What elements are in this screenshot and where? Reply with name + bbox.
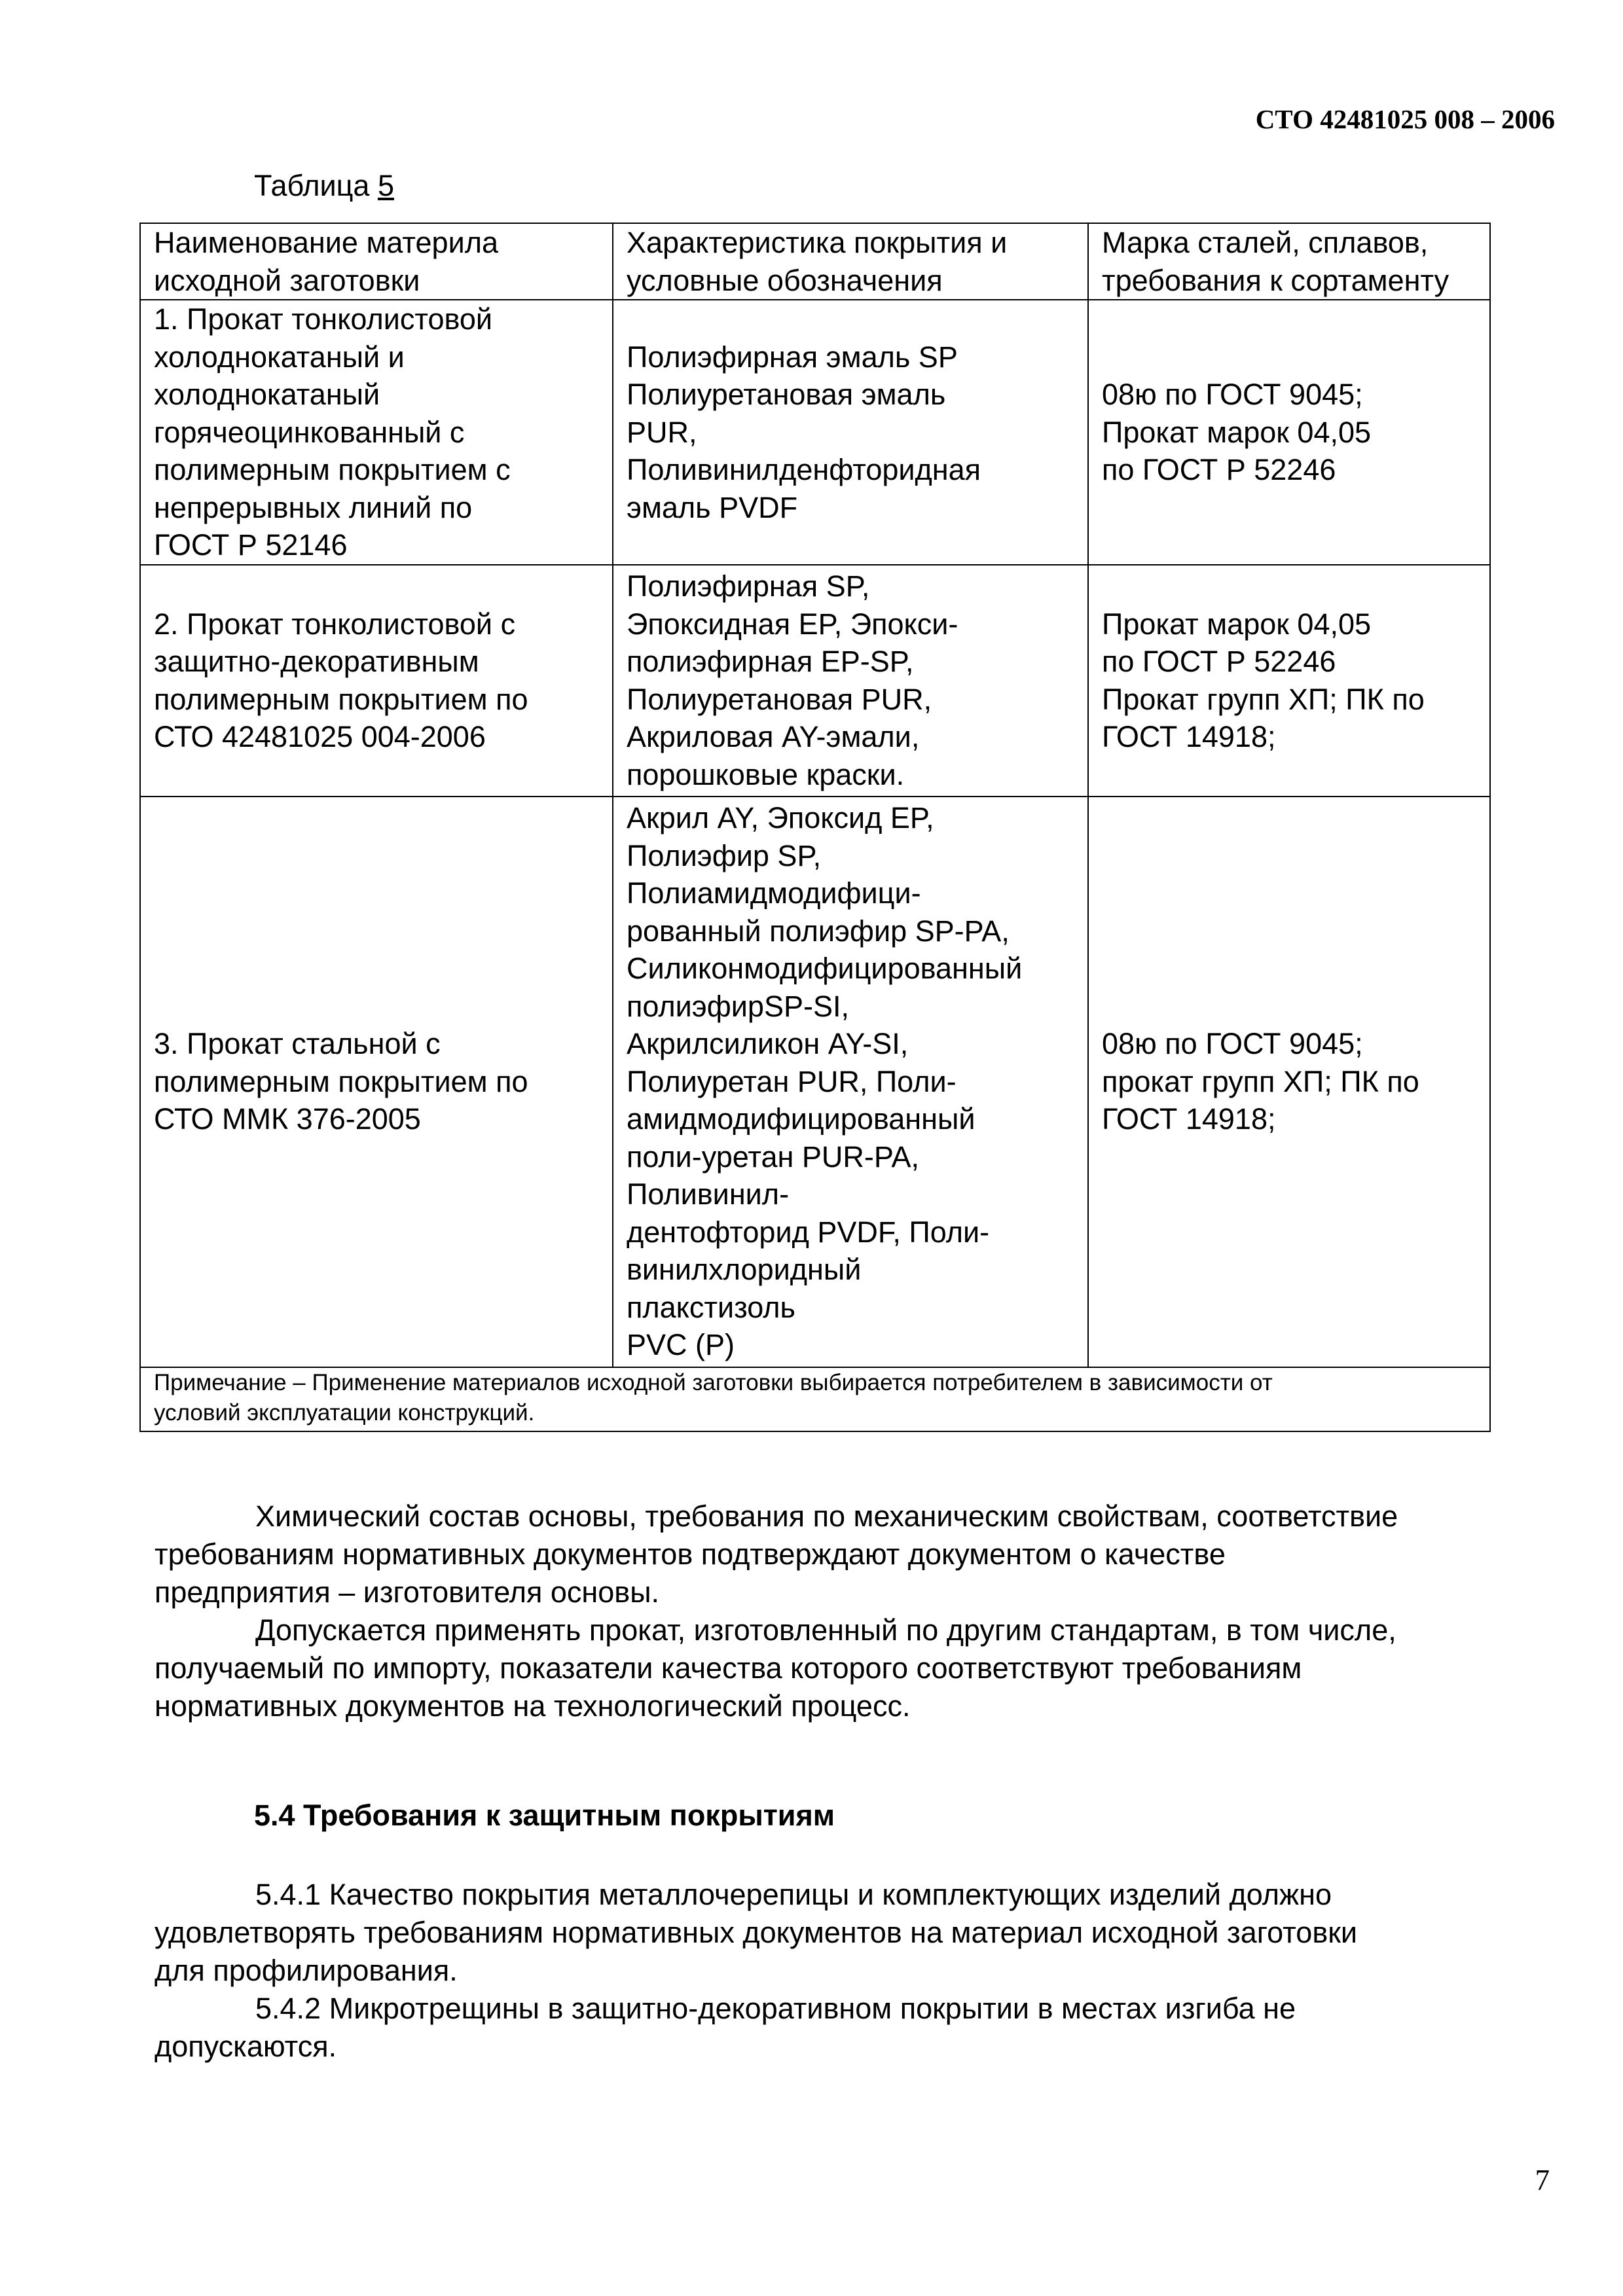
row-2-grade: Прокат марок 04,05 по ГОСТ Р 52246 Прокат групп ХП; ПК по ГОСТ 14918; <box>1088 565 1490 797</box>
paragraph-line: 5.4.1 Качество покрытия металлочерепицы и комплектующих изделий должно <box>255 1878 1332 1911</box>
row-1-coating: Полиэфирная эмаль SP Полиуретановая эмаль PUR, Поливинилденфторидная эмаль PVDF <box>613 300 1088 565</box>
row-2-coating: Полиэфирная SP, Эпоксидная EP, Эпокси- полиэфирная EP-SP, Полиуретановая PUR, Акриловая AY-эмали, порошковые краски. <box>613 565 1088 797</box>
header-coating: Характеристика покрытия и условные обозначения <box>613 223 1088 300</box>
table-row <box>140 565 1490 797</box>
row-3-grade: 08ю по ГОСТ 9045; прокат групп ХП; ПК по ГОСТ 14918; <box>1088 797 1490 1367</box>
row-1-grade: 08ю по ГОСТ 9045; Прокат марок 04,05 по ГОСТ Р 52246 <box>1088 300 1490 565</box>
table-row <box>140 300 1490 565</box>
row-1-material: 1. Прокат тонколистовой холоднокатаный и холоднокатаный горячеоцинкованный с полимерным покрытием с непрерывных линий по ГОСТ Р 52146 <box>140 300 613 565</box>
row-2-material: 2. Прокат тонколистовой с защитно-декоративным полимерным покрытием по СТО 42481025 004-2006 <box>140 565 613 797</box>
paragraph-line: Химический состав основы, требования по механическим свойствам, соответствие <box>255 1499 1398 1533</box>
table-caption-number: 5 <box>377 169 394 202</box>
header-grade: Марка сталей, сплавов, требования к сортаменту <box>1088 223 1490 300</box>
table-header-row <box>140 223 1490 300</box>
header-material: Наименование материла исходной заготовки <box>140 223 613 300</box>
table-caption <box>254 169 394 203</box>
paragraph-line: нормативных документов на технологический процесс. <box>155 1689 911 1723</box>
materials-table <box>139 223 1491 1432</box>
paragraph-line: 5.4.2 Микротрещины в защитно-декоративном покрытии в местах изгиба не <box>255 1992 1296 2025</box>
page-number: 7 <box>1535 2164 1550 2197</box>
table-note: Примечание – Применение материалов исходной заготовки выбирается потребителем в зависимости от условий эксплуатации конструкций. <box>140 1367 1490 1431</box>
row-3-coating: Акрил AY, Эпоксид EP, Полиэфир SP, Полиамидмодифици- рованный полиэфир SP-PA, Силиконмодифицированный полиэфирSP-SI, Акрилсиликон AY-SI, Полиуретан PUR, Поли- амидмодифицированный поли-уретан PUR-PA, Поливинил- дентофторид PVDF, Поли- винилхлоридный плакстизоль PVC (P) <box>613 797 1088 1367</box>
document-code-header: СТО 42481025 008 – 2006 <box>1255 104 1555 134</box>
section-heading: 5.4 Требования к защитным покрытиям <box>254 1799 835 1832</box>
paragraph-line: Допускается применять прокат, изготовленный по другим стандартам, в том числе, <box>255 1613 1396 1647</box>
paragraph-line: требованиям нормативных документов подтверждают документом о качестве <box>155 1537 1226 1571</box>
paragraph-line: для профилирования. <box>155 1954 458 1987</box>
paragraph-line: предприятия – изготовителя основы. <box>155 1575 660 1609</box>
paragraph-line: допускаются. <box>155 2030 337 2063</box>
paragraph-line: получаемый по импорту, показатели качества которого соответствуют требованиям <box>155 1651 1302 1685</box>
table-caption-prefix: Таблица <box>254 169 378 202</box>
table-row <box>140 797 1490 1367</box>
paragraph-line: удовлетворять требованиям нормативных документов на материал исходной заготовки <box>155 1916 1358 1949</box>
row-3-material: 3. Прокат стальной с полимерным покрытием по СТО ММК 376-2005 <box>140 797 613 1367</box>
table-note-row <box>140 1367 1490 1431</box>
